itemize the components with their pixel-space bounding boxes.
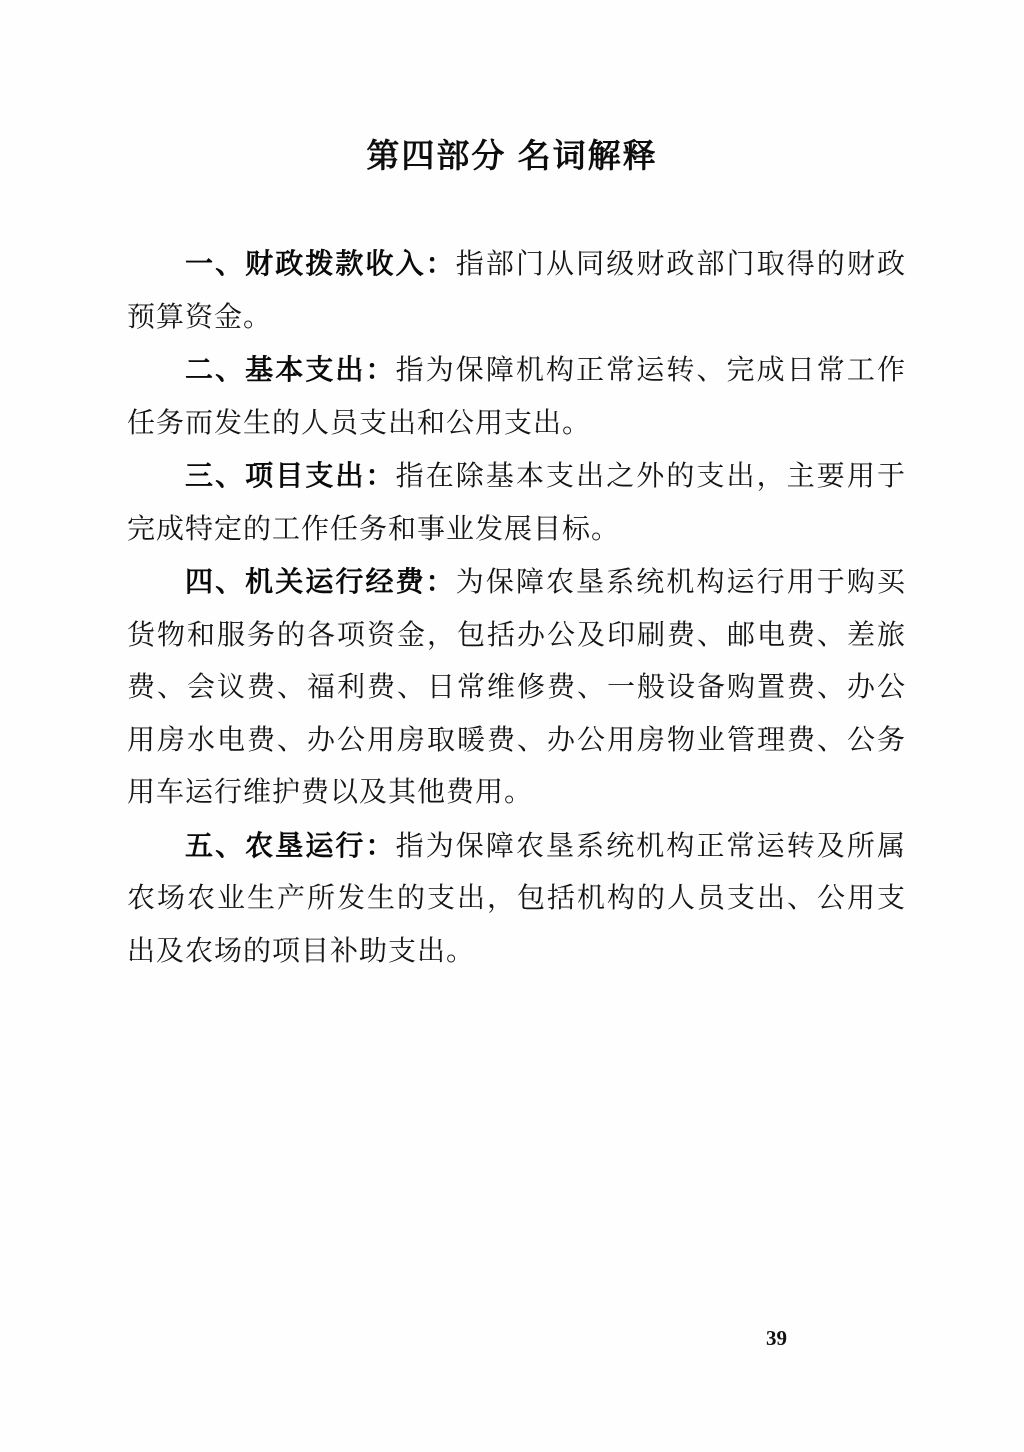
term-definition: 指在除基本支出之外的支出，主要用于完成特定的工作任务和事业发展目标。 [127,461,906,545]
term-label: 四、机关运行经费： [185,566,456,597]
term-definition: 指为保障机构正常运转、完成日常工作任务而发生的人员支出和公用支出。 [127,355,906,439]
page-title: 第四部分 名词解释 [366,137,658,174]
term-definition: 指部门从同级财政部门取得的财政预算资金。 [127,249,906,333]
term-label: 二、基本支出： [185,354,396,385]
term-label: 三、项目支出： [185,460,396,491]
term-definition: 为保障农垦系统机构运行用于购买货物和服务的各项资金，包括办公及印刷费、邮电费、差旅费、会议费、福利费、日常维修费、一般设备购置费、办公用房水电费、办公用房取暖费、办公用房物业管理费、公务用车运行维护费以及其他费用。 [127,567,906,808]
term-label: 五、农垦运行： [185,829,396,861]
definition-paragraph [127,238,906,344]
page-number: 39 [766,1326,787,1350]
term-definition: 指为保障农垦系统机构正常运转及所属农场农业生产所发生的支出，包括机构的人员支出、公用支出及农场的项目补助支出。 [127,830,906,967]
definition-paragraph [127,344,906,450]
definition-paragraph [127,820,906,979]
definition-paragraph [127,556,906,820]
definitions-section [127,238,906,978]
term-label: 一、财政拨款收入： [185,248,456,279]
definition-paragraph [127,450,906,556]
